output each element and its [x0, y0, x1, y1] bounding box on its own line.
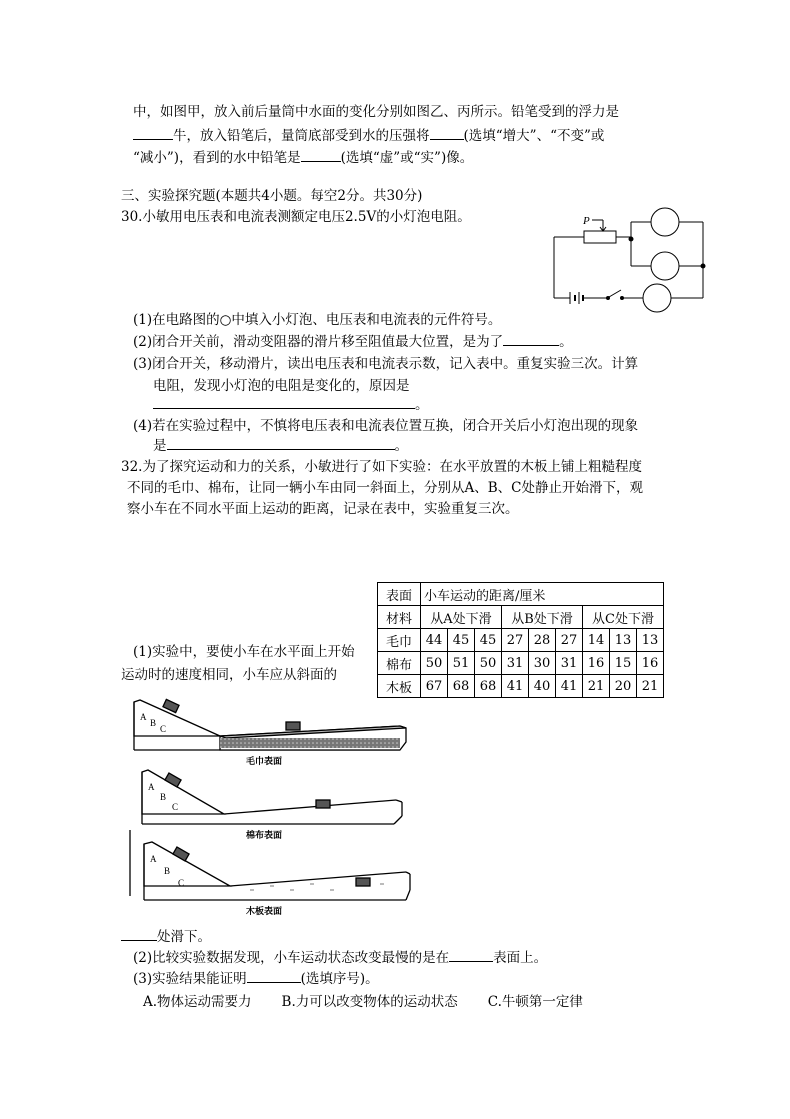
q32-part-1b: 运动时的速度相同，小车应从斜面的 [121, 667, 337, 683]
q30-part-4b [153, 434, 408, 454]
table-cell: 21 [583, 675, 610, 698]
q30-part-4b-text: 是 [153, 438, 167, 454]
table-cell-material: 毛巾 [378, 629, 421, 652]
table-cell: 44 [421, 629, 448, 652]
table-cell: 68 [475, 675, 502, 698]
table-cell: 30 [529, 652, 556, 675]
table-cell: 20 [610, 675, 637, 698]
q32-part-2-text: (2)比较实验数据发现，小车运动状态改变最慢的是在 [133, 950, 450, 966]
punct: 。 [559, 334, 573, 350]
point-label-c: C [172, 802, 179, 812]
intro-text: (选填“增大”、“不变”或 [463, 128, 605, 144]
table-cell: 51 [448, 652, 475, 675]
option-b: B.力可以改变物体的运动状态 [281, 994, 458, 1010]
point-label-c: C [178, 878, 185, 888]
table-header-cell: 从A处下滑 [421, 606, 502, 629]
caption-towel: 毛巾表面 [246, 757, 283, 767]
q30-part-2-text: (2)闭合开关前，滑动变阻器的滑片移至阻值最大位置，是为了 [133, 334, 504, 350]
table-header-row [378, 606, 664, 629]
q32-part-1c [121, 925, 211, 945]
answer-blank[interactable] [133, 125, 173, 140]
q32-part-3-end: (选填序号)。 [300, 971, 379, 987]
table-cell: 31 [556, 652, 583, 675]
q32-stem-2: 不同的毛巾、棉布，让同一辆小车由同一斜面上，分别从A、B、C处静止开始滑下，观 [127, 480, 643, 496]
table-cell: 27 [502, 629, 529, 652]
point-label-a: A [150, 854, 157, 864]
table-cell: 14 [583, 629, 610, 652]
meter-circle-3 [643, 284, 671, 312]
table-header-row [378, 583, 664, 606]
q30-part-1: (1)在电路图的○中填入小灯泡、电压表和电流表的元件符号。 [133, 312, 502, 328]
caption-wood: 木板表面 [246, 907, 283, 917]
table-cell: 45 [448, 629, 475, 652]
point-label-b: B [164, 866, 171, 876]
answer-blank[interactable] [449, 947, 493, 962]
meter-circle-1 [651, 208, 679, 236]
caption-cotton: 棉布表面 [246, 831, 283, 841]
table-cell-material: 棉布 [378, 652, 421, 675]
table-cell: 67 [421, 675, 448, 698]
table-header-cell: 材料 [378, 606, 421, 629]
answer-blank[interactable] [153, 394, 415, 409]
section-title: 三、实验探究题(本题共4小题。每空2分。共30分) [121, 188, 423, 204]
q32-stem-1: 32.为了探究运动和力的关系，小敏进行了如下实验：在水平放置的木板上铺上粗糙程度 [121, 459, 642, 475]
answer-blank[interactable] [503, 331, 559, 346]
table-cell: 21 [637, 675, 664, 698]
table-cell: 27 [556, 629, 583, 652]
option-c: C.牛顿第一定律 [487, 994, 583, 1010]
q32-part-1c-text: 处滑下。 [157, 929, 211, 945]
q32-options [143, 990, 583, 1010]
table-cell: 40 [529, 675, 556, 698]
intro-line-3 [133, 146, 473, 166]
point-label-c: C [160, 724, 167, 734]
q30-part-4a: (4)若在实验过程中，不慎将电压表和电流表位置互换，闭合开关后小灯泡出现的现象 [133, 418, 639, 434]
table-header-cell: 从C处下滑 [583, 606, 664, 629]
ramp-figure-cotton [142, 770, 402, 824]
point-label-a: A [148, 782, 155, 792]
answer-blank[interactable] [247, 968, 301, 983]
intro-line-2 [133, 124, 604, 144]
distance-table [377, 582, 664, 698]
q32-part-1a: (1)实验中，要使小车在水平面上开始 [133, 644, 355, 660]
answer-blank[interactable] [121, 926, 157, 941]
q30-part-3b: 电阻，发现小灯泡的电阻是变化的，原因是 [153, 378, 410, 394]
rheostat-symbol [584, 231, 616, 243]
table-row [378, 652, 664, 675]
table-cell-material: 木板 [378, 675, 421, 698]
intro-text: (选填“虚”或“实”)像。 [340, 150, 474, 166]
q32-stem-3: 察小车在不同水平面上运动的距离，记录在表中，实验重复三次。 [127, 501, 519, 517]
table-cell: 13 [610, 629, 637, 652]
table-cell: 41 [556, 675, 583, 698]
table-cell: 28 [529, 629, 556, 652]
slider-label: P [583, 215, 590, 227]
table-cell: 41 [502, 675, 529, 698]
table-cell: 50 [475, 652, 502, 675]
table-cell: 15 [610, 652, 637, 675]
table-cell: 13 [637, 629, 664, 652]
table-cell: 31 [502, 652, 529, 675]
ramp-figures [120, 690, 420, 920]
table-header-cell: 表面 [378, 583, 421, 606]
meter-circle-2 [651, 252, 679, 280]
q30-part-2 [133, 330, 573, 350]
table-header-cell: 从B处下滑 [502, 606, 583, 629]
table-cell: 68 [448, 675, 475, 698]
point-label-b: B [160, 792, 167, 802]
intro-text: “减小”)，看到的水中铅笔是 [133, 150, 301, 166]
table-row [378, 629, 664, 652]
table-header-cell: 小车运动的距离/厘米 [421, 583, 664, 606]
q32-part-2-end: 表面上。 [493, 950, 548, 966]
point-label-a: A [140, 712, 147, 722]
answer-blank[interactable] [301, 147, 341, 162]
intro-text: 牛，放入铅笔后，量筒底部受到水的压强将 [173, 128, 430, 144]
point-label-b: B [150, 718, 157, 728]
answer-blank[interactable] [167, 435, 395, 450]
intro-line-1: 中，如图甲，放入前后量筒中水面的变化分别如图乙、丙所示。铅笔受到的浮力是 [133, 104, 619, 120]
circuit-diagram [545, 200, 720, 315]
table-row [378, 675, 664, 698]
table-cell: 50 [421, 652, 448, 675]
q32-part-3 [133, 967, 379, 987]
q30-stem: 30.小敏用电压表和电流表测额定电压2.5V的小灯泡电阻。 [121, 209, 471, 225]
option-a: A.物体运动需要力 [143, 994, 252, 1010]
punct: 。 [415, 397, 429, 413]
table-cell: 16 [637, 652, 664, 675]
ramp-figure-towel [134, 699, 406, 750]
q30-part-3a: (3)闭合开关，移动滑片，读出电压表和电流表示数，记入表中。重复实验三次。计算 [133, 356, 639, 372]
q32-part-2 [133, 946, 547, 966]
punct: 。 [394, 438, 408, 454]
table-cell: 16 [583, 652, 610, 675]
q32-part-3-text: (3)实验结果能证明 [133, 971, 247, 987]
q30-part-3-line [153, 393, 429, 413]
answer-blank[interactable] [430, 125, 464, 140]
table-cell: 45 [475, 629, 502, 652]
